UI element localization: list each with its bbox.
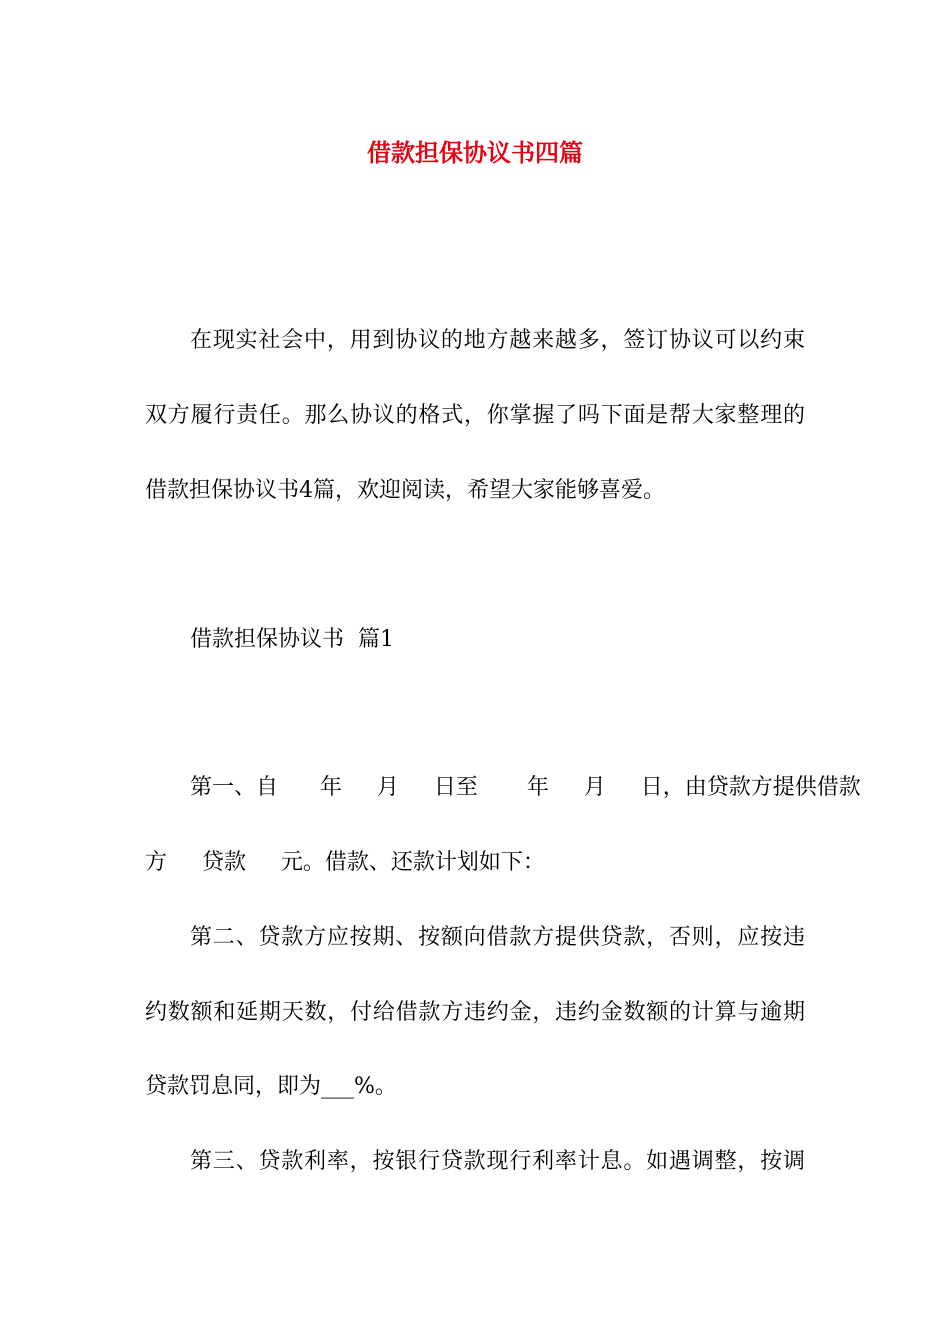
section-heading: 借款担保协议书 篇1 [190,627,394,652]
body-line-3: 第二、贷款方应按期、按额向借款方提供贷款，否则，应按违 [190,925,805,950]
body-line-6: 第三、贷款利率，按银行贷款现行利率计息。如遇调整，按调 [190,1149,805,1174]
intro-line-3: 借款担保协议书4篇，欢迎阅读，希望大家能够喜爱。 [145,478,665,503]
body-line-5: 贷款罚息同，即为___%。 [145,1074,397,1099]
body-line-4: 约数额和延期天数，付给借款方违约金，违约金数额的计算与逾期 [145,1000,805,1025]
intro-line-2: 双方履行责任。那么协议的格式，你掌握了吗下面是帮大家整理的 [145,403,805,428]
body-line-2: 方 贷款 元。借款、还款计划如下： [145,850,545,875]
intro-line-1: 在现实社会中，用到协议的地方越来越多，签订协议可以约束 [190,328,805,353]
body-line-1: 第一、自 年 月 日至 年 月 日，由贷款方提供借款 [190,775,861,800]
document-title: 借款担保协议书四篇 [367,138,583,167]
